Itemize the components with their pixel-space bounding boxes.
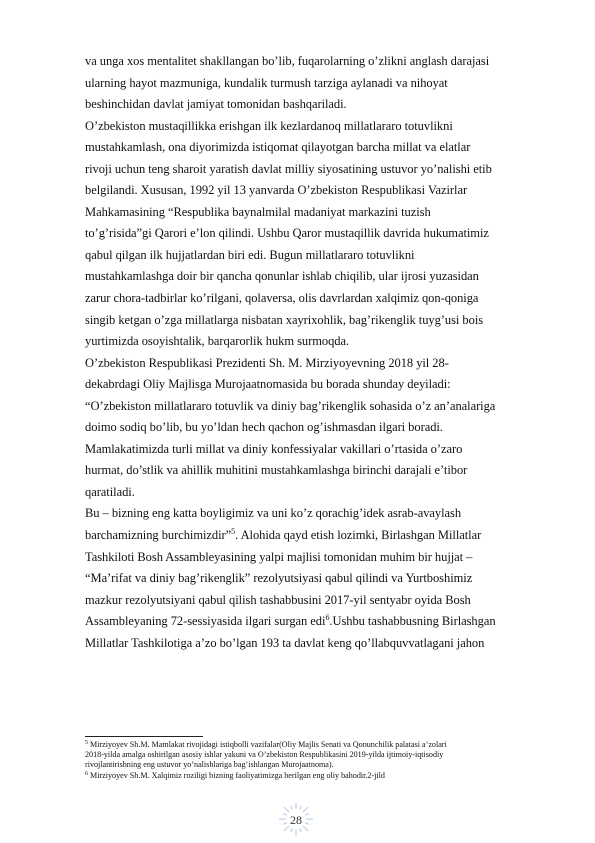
text-line-content: qaratiladi. <box>85 484 135 499</box>
text-line <box>85 180 555 202</box>
footnote-reference[interactable]: 5 <box>231 527 236 537</box>
text-line <box>85 51 555 73</box>
text-line-content: dekabrdagi Oliy Majlisga Murojaatnomasida bu borada shunday deyiladi: <box>85 377 451 392</box>
ornament-ray <box>291 828 293 832</box>
footnote-text: Mirziyoyev Sh.M. Xalqimiz roziligi bizning faoliyatimizga berilgan eng oliy bahodir.2-jild <box>88 770 385 780</box>
ornament-ray <box>284 807 289 812</box>
text-line <box>85 633 555 655</box>
text-line <box>85 73 555 95</box>
text-line-content: qabul qilgan ilk hujjatlardan biri edi. Bugun millatlararo totuvlikni <box>85 247 415 262</box>
text-line-content: rivoji uchun teng sharoit yaratish davlat milliy siyosatining ustuvor yo’nalishi etib <box>85 161 492 176</box>
text-line-content: Millatlar Tashkilotiga a’zo bo’lgan 193 ta davlat keng qo’llabquvvatlagani jahon <box>85 635 485 650</box>
text-line <box>85 353 555 375</box>
footnote-line <box>85 750 555 760</box>
text-line <box>85 116 555 138</box>
text-line-content: va unga xos mentalitet shakllangan bo’lib, fuqarolarning o’zlikni anglash darajasi <box>85 54 490 68</box>
ornament-ray <box>300 828 302 832</box>
footnote-number: 6 <box>85 770 88 777</box>
text-line <box>85 417 555 439</box>
footnotes <box>85 740 555 781</box>
text-line-content: to’g’risida”gi Qarori e’lon qilindi. Ushbu Qaror mustaqillik davrida hukumatimiz <box>85 226 489 241</box>
body-text <box>85 51 555 654</box>
text-line-content: belgilandi. Xususan, 1992 yil 13 yanvarda O’zbekiston Respublikasi Vazirlar <box>85 183 468 198</box>
text-line <box>85 202 555 224</box>
footnote-separator <box>85 736 203 737</box>
text-line-content: beshinchidan davlat jamiyat tomonidan bashqariladi. <box>85 97 347 112</box>
footnote-reference[interactable]: 6 <box>325 613 330 623</box>
text-line-content: Bu – bizning eng katta boyligimiz va uni ko’z qorachig’idek asrab-avaylash <box>85 506 462 521</box>
text-line-content: Tashkiloti Bosh Assambleyasining yalpi majlisi tomonidan muhim bir hujjat – <box>85 549 473 564</box>
text-line <box>85 482 555 504</box>
page-number: 28 <box>290 813 302 827</box>
text-line-content: ularning hayot mazmuniga, kundalik turmush tarziga aylanadi va nihoyat <box>85 75 448 90</box>
footnote-text: 2018-yilda amalga oshirilgan asosiy ishlar yakuni va O’zbekiston Respublikasini 2019-yilda ijtimoiy-iqtisodiy <box>85 750 444 760</box>
text-line <box>85 288 555 310</box>
footnote-text: rivojlantirishning eng ustuvor yo’nalishlariga bag’ishlangan Murojaatnoma). <box>85 760 334 770</box>
text-line <box>85 503 555 525</box>
text-line-content: Mamlakatimizda turli millat va diniy konfessiyalar vakillari o’rtasida o’zaro <box>85 441 463 456</box>
footnote-text: Mirziyoyev Sh.M. Mamlakat rivojidagi istiqbolli vazifalar(Oliy Majlis Senati va Qonunchilik palatasi a’zolari <box>88 740 447 749</box>
text-line-content: yurtimizda osoyishtalik, barqarorlik hukm surmoqda. <box>85 334 350 349</box>
text-line-content: Assambleyaning 72-sessiyasida ilgari surgan edi <box>85 614 326 629</box>
footnote-number: 5 <box>85 740 88 746</box>
text-line-content: hurmat, do’stlik va ahillik muhitini mustahkamlashga birinchi darajali e’tibor <box>85 463 468 478</box>
text-line-content: “O’zbekiston millatlararo totuvlik va diniy bag’rikenglik sohasida o’z an’analariga <box>85 398 496 413</box>
ornament-ray <box>303 807 308 812</box>
text-line-content: zarur chora-tadbirlar ko’rilgani, qolaversa, olis davrlardan xalqimiz qon-qoniga <box>85 291 479 306</box>
text-line-content: mazkur rezolyutsiyani qabul qilish tashabbusini 2017-yil sentyabr oyida Bosh <box>85 592 471 607</box>
text-line-content: doimo sodiq bo’lib, bu yo’ldan hech qachon og’ishmasdan ilgari boradi. <box>85 420 443 435</box>
text-line <box>85 245 555 267</box>
footnote-line <box>85 760 555 770</box>
ornament-ray <box>300 806 302 810</box>
text-line <box>85 439 555 461</box>
text-line <box>85 159 555 181</box>
text-line-content: “Ma’rifat va diniy bag’rikenglik” rezolyutsiyasi qabul qilindi va Yurtboshimiz <box>85 571 473 586</box>
text-line-content: O’zbekiston mustaqillikka erishgan ilk kezlardanoq millatlararo totuvlikni <box>85 118 453 133</box>
text-line <box>85 374 555 396</box>
footnote-line <box>85 740 555 750</box>
text-line <box>85 137 555 159</box>
text-line-content: barchamizning burchimizdir” <box>85 528 232 543</box>
text-line <box>85 396 555 418</box>
text-line-continuation: . Alohida qayd etish lozimki, Birlashgan Millatlar <box>235 528 482 543</box>
footnote-line <box>85 771 555 781</box>
text-line <box>85 525 555 547</box>
text-line <box>85 266 555 288</box>
text-line-content: Mahkamasining “Respublika baynalmilal madaniyat markazini tuzish <box>85 204 431 219</box>
ornament-ray <box>291 806 293 810</box>
text-line <box>85 223 555 245</box>
text-line-continuation: .Ushbu tashabbusning Birlashgan <box>329 614 496 629</box>
text-line <box>85 611 555 633</box>
text-line <box>85 331 555 353</box>
text-line-content: mustahkamlash, ona diyorimizda istiqomat qilayotgan barcha millat va elatlar <box>85 140 471 155</box>
text-line <box>85 94 555 116</box>
text-line-content: mustahkamlashga doir bir qancha qonunlar ishlab chiqilib, ular ijrosi yuzasidan <box>85 269 479 284</box>
text-line <box>85 568 555 590</box>
text-line <box>85 310 555 332</box>
text-line-content: O’zbekiston Respublikasi Prezidenti Sh. M. Mirziyoyevning 2018 yil 28- <box>85 355 449 370</box>
text-line <box>85 547 555 569</box>
page-number-badge <box>271 803 321 843</box>
text-line-content: singib ketgan o’zga millatlarga nisbatan xayrixohlik, bag’rikenglik tuyg’usi bois <box>85 312 484 327</box>
text-line <box>85 590 555 612</box>
text-line <box>85 460 555 482</box>
